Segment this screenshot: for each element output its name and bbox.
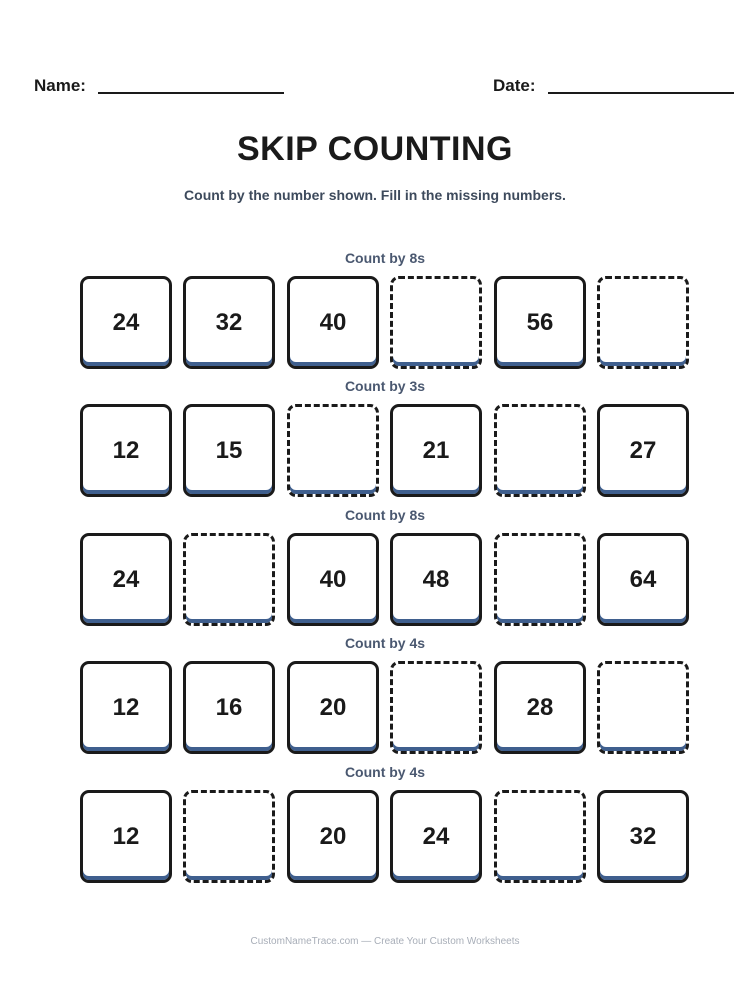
answer-box[interactable] <box>597 661 689 754</box>
number-box: 20 <box>287 790 379 883</box>
page-title: SKIP COUNTING <box>236 130 513 168</box>
number-box: 21 <box>390 404 482 497</box>
section-label: Count by 8s <box>344 507 426 523</box>
number-box: 12 <box>80 790 172 883</box>
box-row <box>80 790 692 885</box>
number-box: 15 <box>183 404 275 497</box>
number-box: 24 <box>80 276 172 369</box>
instructions: Count by the number shown. Fill in the missing numbers. <box>184 187 566 203</box>
number-box: 64 <box>597 533 689 626</box>
box-row <box>80 661 692 756</box>
number-box: 24 <box>390 790 482 883</box>
answer-box[interactable] <box>287 404 379 497</box>
answer-box[interactable] <box>390 661 482 754</box>
number-box: 20 <box>287 661 379 754</box>
name-field <box>34 74 284 98</box>
number-box: 32 <box>183 276 275 369</box>
answer-box[interactable] <box>494 533 586 626</box>
number-box: 28 <box>494 661 586 754</box>
section-label: Count by 3s <box>344 378 426 394</box>
number-box: 40 <box>287 276 379 369</box>
name-line[interactable] <box>98 92 284 94</box>
answer-box[interactable] <box>597 276 689 369</box>
name-label: Name: <box>34 76 86 95</box>
number-box: 16 <box>183 661 275 754</box>
box-row <box>80 533 692 628</box>
box-row <box>80 404 692 499</box>
number-box: 56 <box>494 276 586 369</box>
number-box: 27 <box>597 404 689 497</box>
number-box: 12 <box>80 661 172 754</box>
number-box: 24 <box>80 533 172 626</box>
answer-box[interactable] <box>494 790 586 883</box>
date-field <box>493 74 734 98</box>
answer-box[interactable] <box>494 404 586 497</box>
answer-box[interactable] <box>183 533 275 626</box>
date-line[interactable] <box>548 92 734 94</box>
section-label: Count by 4s <box>344 635 426 651</box>
answer-box[interactable] <box>183 790 275 883</box>
worksheet-header <box>0 74 750 98</box>
box-row <box>80 276 692 371</box>
number-box: 12 <box>80 404 172 497</box>
number-box: 40 <box>287 533 379 626</box>
answer-box[interactable] <box>390 276 482 369</box>
date-label: Date: <box>493 76 536 95</box>
section-label: Count by 4s <box>344 764 426 780</box>
number-box: 32 <box>597 790 689 883</box>
footer-credit: CustomNameTrace.com — Create Your Custom Worksheets <box>250 936 520 947</box>
number-box: 48 <box>390 533 482 626</box>
section-label: Count by 8s <box>344 250 426 266</box>
